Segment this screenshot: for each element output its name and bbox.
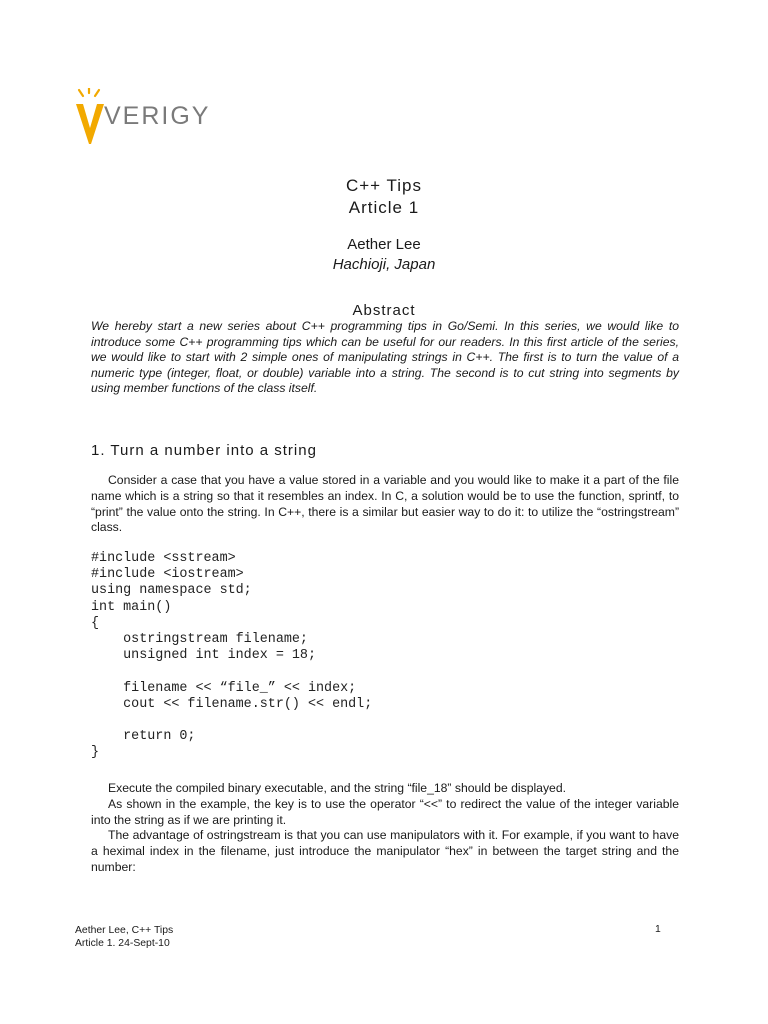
paragraph-manipulators: The advantage of ostringstream is that you can use manipulators with it. For example, if you want to have a heximal index in the filename, just introduce the manipulator “hex” in between the target string and the number: [91, 828, 679, 874]
paragraph-operator: As shown in the example, the key is to use the operator “<<” to redirect the value of the integer variable into the string as if we are printing it. [91, 797, 679, 827]
author-location: Hachioji, Japan [332, 256, 436, 273]
abstract-body: We hereby start a new series about C++ programming tips in Go/Semi. In this series, we would like to introduce some C++ programming tips which can be useful for our readers. In this first article of the series, we would like to start with 2 simple ones of manipulating strings in C++. The first is to turn the value of a numeric type (integer, float, or double) variable into a string. The second is to cut string into segments by using member functions of the class itself. [91, 319, 679, 396]
paragraph-intro: Consider a case that you have a value stored in a variable and you would like to make it a part of the file name which is a string so that it resembles an index. In C, a solution would be to use the function, sprintf, to “print” the value onto the string. In C++, there is a similar but easier way to do it: to utilize the “ostringstream” class. [91, 473, 679, 535]
page-number: 1 [655, 924, 661, 935]
logo-wordmark: VERIGY [104, 102, 211, 130]
code-block: #include <sstream> #include <iostream> using namespace std; int main() { ostringstream filename; unsigned int index = 18; filename << “file_” << index; cout << filename.str() << endl; return 0; } [91, 551, 373, 761]
verigy-logo [74, 88, 211, 146]
footer-left [75, 924, 173, 950]
footer-author-line: Aether Lee, C++ Tips [75, 925, 174, 936]
paragraph-execute: Execute the compiled binary executable, and the string “file_18” should be displayed. [108, 781, 566, 795]
title-line-2: Article 1 [348, 198, 420, 217]
section-heading: 1. Turn a number into a string [91, 442, 317, 459]
title-line-1: C++ Tips [345, 176, 423, 195]
footer-date-line: Article 1. 24-Sept-10 [75, 938, 170, 949]
author-name: Aether Lee [347, 236, 421, 253]
abstract-heading: Abstract [352, 302, 416, 319]
